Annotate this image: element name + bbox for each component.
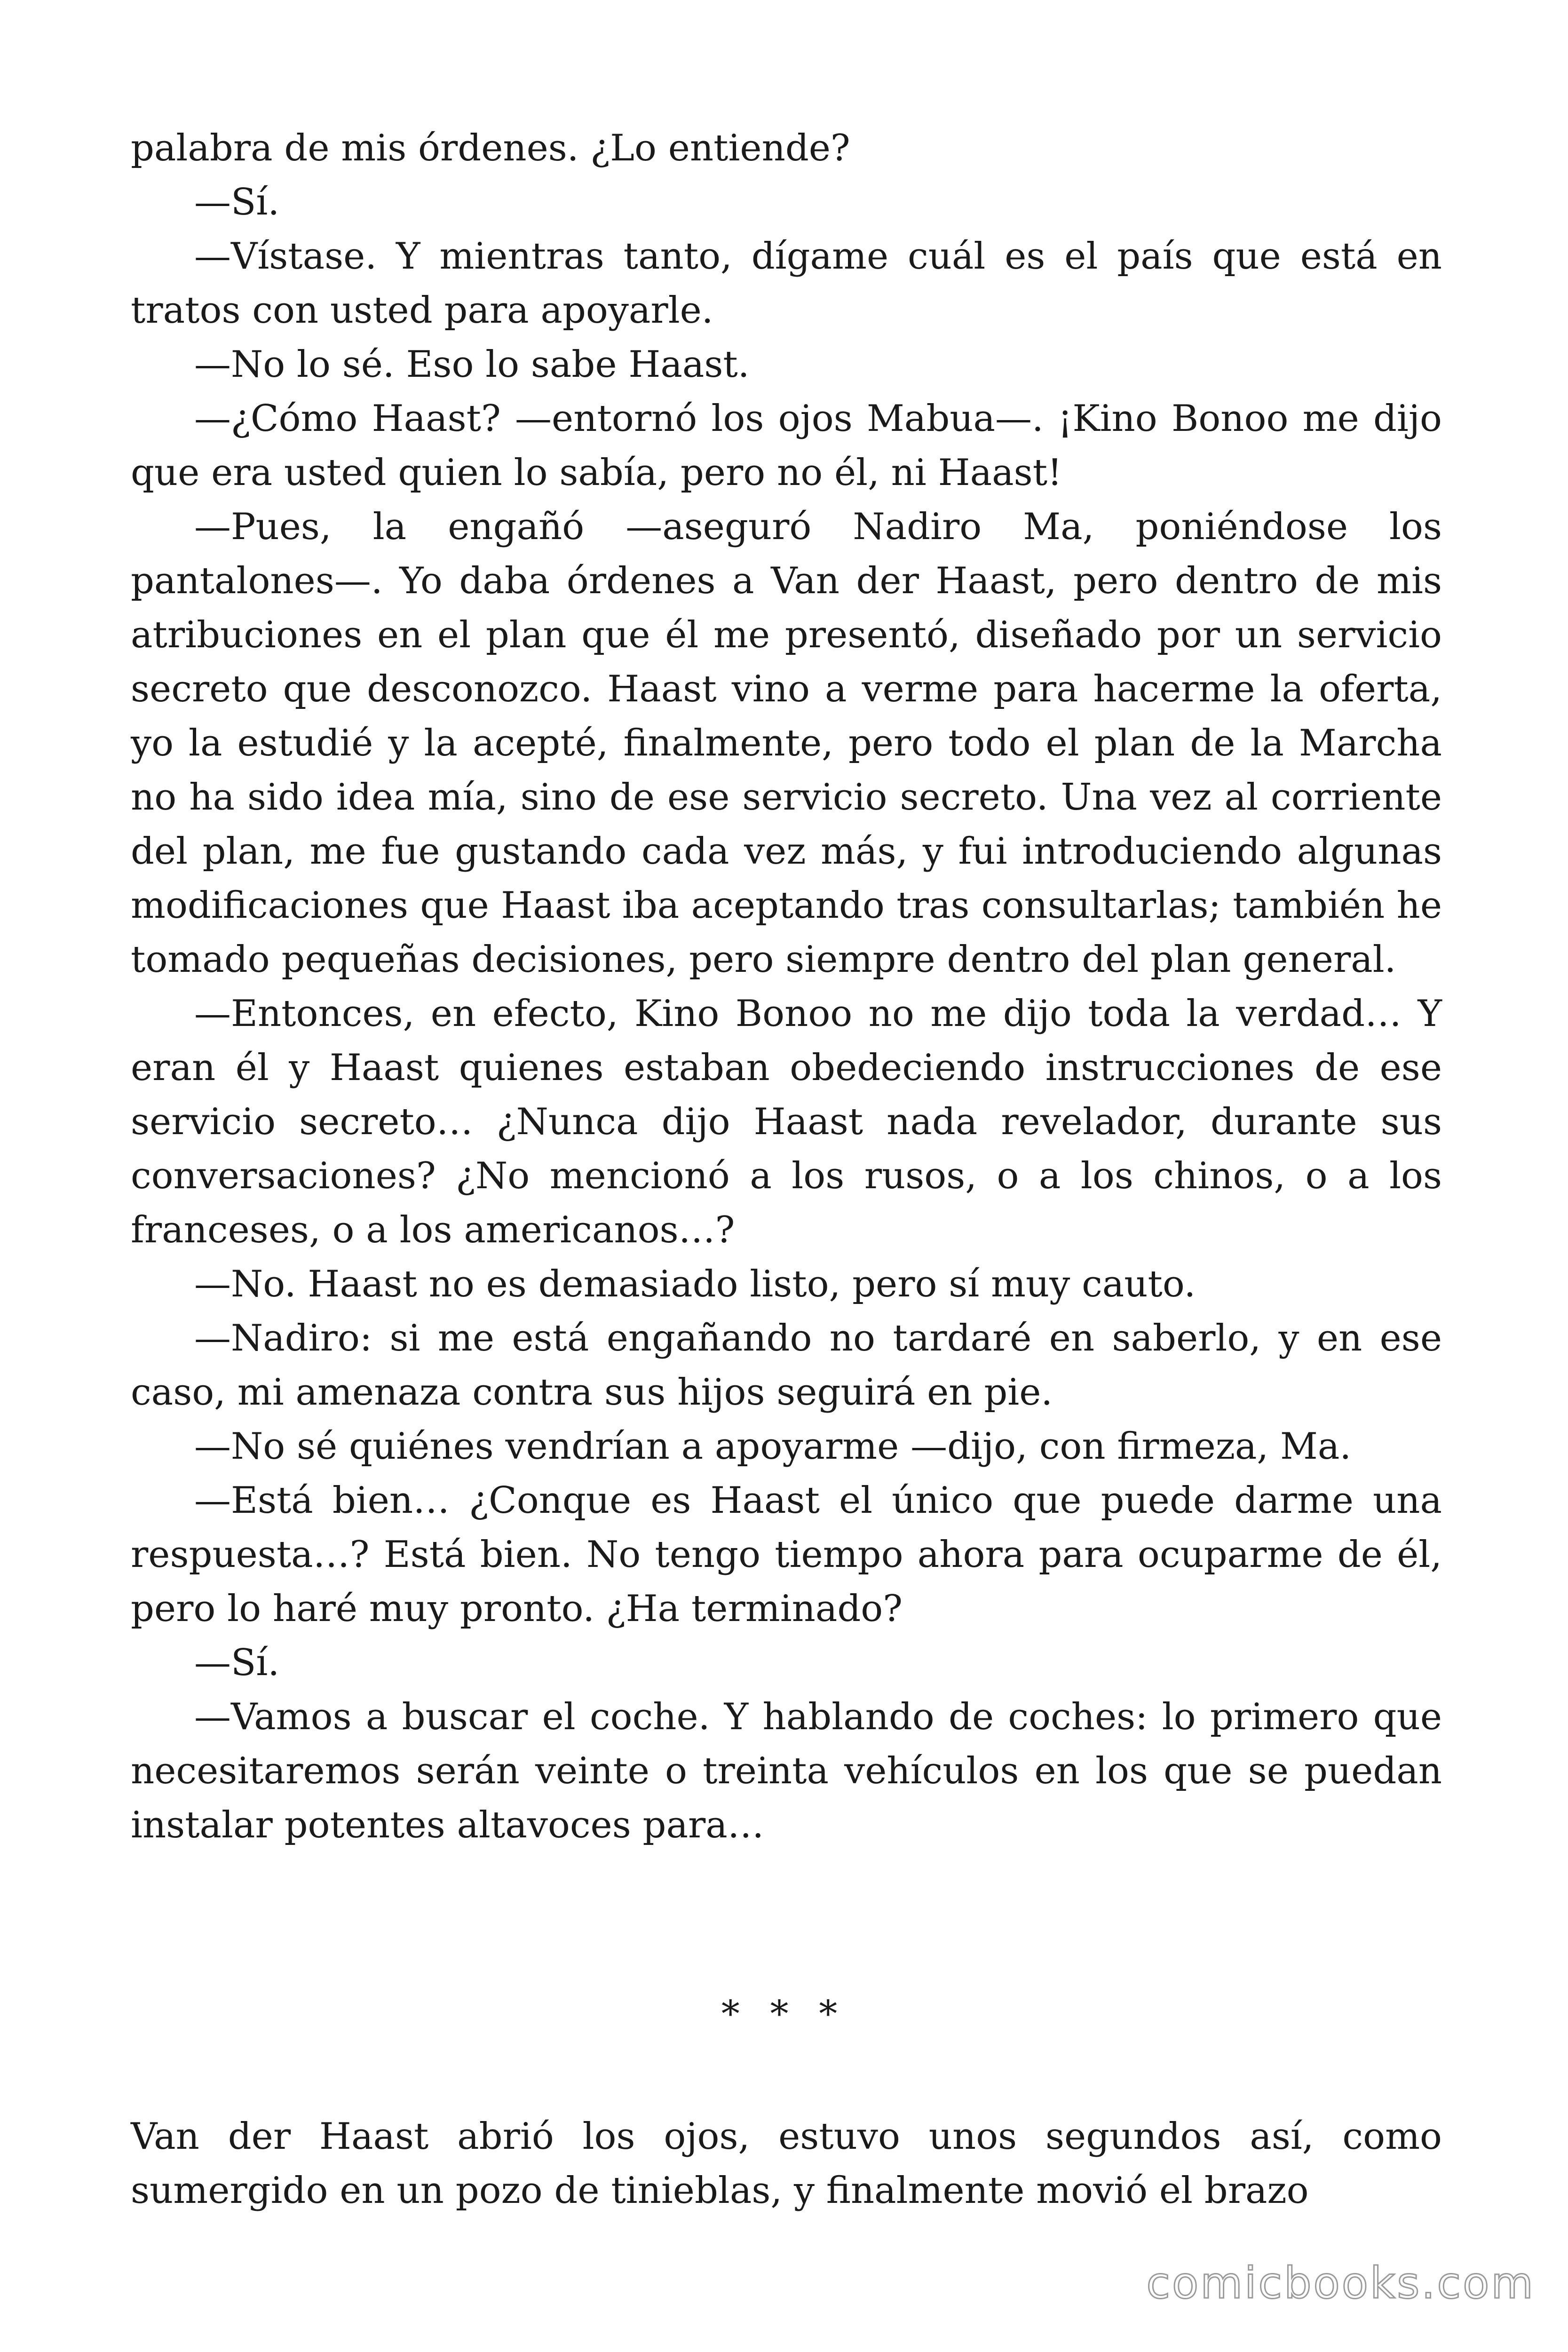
paragraph-continuation: palabra de mis órdenes. ¿Lo entiende?	[131, 127, 850, 169]
dialogue-paragraph: —Sí.	[194, 1642, 280, 1684]
main-text-block	[131, 121, 1442, 1852]
closing-text-block	[131, 2110, 1442, 2218]
dialogue-paragraph: —No sé quiénes vendrían a apoyarme —dijo, con firmeza, Ma.	[194, 1425, 1352, 1468]
dialogue-paragraph: —Sí.	[194, 181, 280, 223]
dialogue-paragraph: —Pues, la engañó —aseguró Nadiro Ma, poniéndose los pantalones—. Yo daba órdenes a Van der Haast, pero dentro de mis atribuciones en el plan que él me presentó, diseñado por un servicio secreto que desconozco. Haast vino a verme para hacerme la oferta, yo la estudié y la acepté, finalmente, pero todo el plan de la Marcha no ha sido idea mía, sino de ese servicio secreto. Una vez al corriente del plan, me fue gustando cada vez más, y fui introduciendo algunas modificaciones que Haast iba aceptando tras consultarlas; también he tomado pequeñas decisiones, pero siempre dentro del plan general.	[131, 506, 1442, 981]
dialogue-paragraph: —Vístase. Y mientras tanto, dígame cuál es el país que está en tratos con usted para apoyarle.	[131, 235, 1442, 332]
dialogue-paragraph: —Nadiro: si me está engañando no tardaré en saberlo, y en ese caso, mi amenaza contra sus hijos seguirá en pie.	[131, 1317, 1442, 1414]
section-separator: * * *	[721, 1993, 847, 2035]
closing-paragraph: Van der Haast abrió los ojos, estuvo unos segundos así, como sumergido en un pozo de tinieblas, y finalmente movió el brazo	[131, 2115, 1442, 2212]
watermark-logo: comicbooks.com	[1146, 2258, 1535, 2308]
dialogue-paragraph: —No. Haast no es demasiado listo, pero sí muy cauto.	[194, 1263, 1196, 1305]
dialogue-paragraph: —Vamos a buscar el coche. Y hablando de coches: lo primero que necesitaremos serán veinte o treinta vehículos en los que se puedan instalar potentes altavoces para…	[131, 1696, 1442, 1846]
dialogue-paragraph: —Entonces, en efecto, Kino Bonoo no me dijo toda la verdad… Y eran él y Haast quienes estaban obedeciendo instrucciones de ese servicio secreto… ¿Nunca dijo Haast nada revelador, durante sus conversaciones? ¿No mencionó a los rusos, o a los chinos, o a los franceses, o a los americanos…?	[131, 993, 1442, 1251]
dialogue-paragraph: —No lo sé. Eso lo sabe Haast.	[194, 343, 750, 386]
dialogue-paragraph: —¿Cómo Haast? —entornó los ojos Mabua—. ¡Kino Bonoo me dijo que era usted quien lo sabía, pero no él, ni Haast!	[131, 397, 1442, 494]
dialogue-paragraph: —Está bien… ¿Conque es Haast el único que puede darme una respuesta…? Está bien. No tengo tiempo ahora para ocuparme de él, pero lo haré muy pronto. ¿Ha terminado?	[131, 1479, 1442, 1630]
